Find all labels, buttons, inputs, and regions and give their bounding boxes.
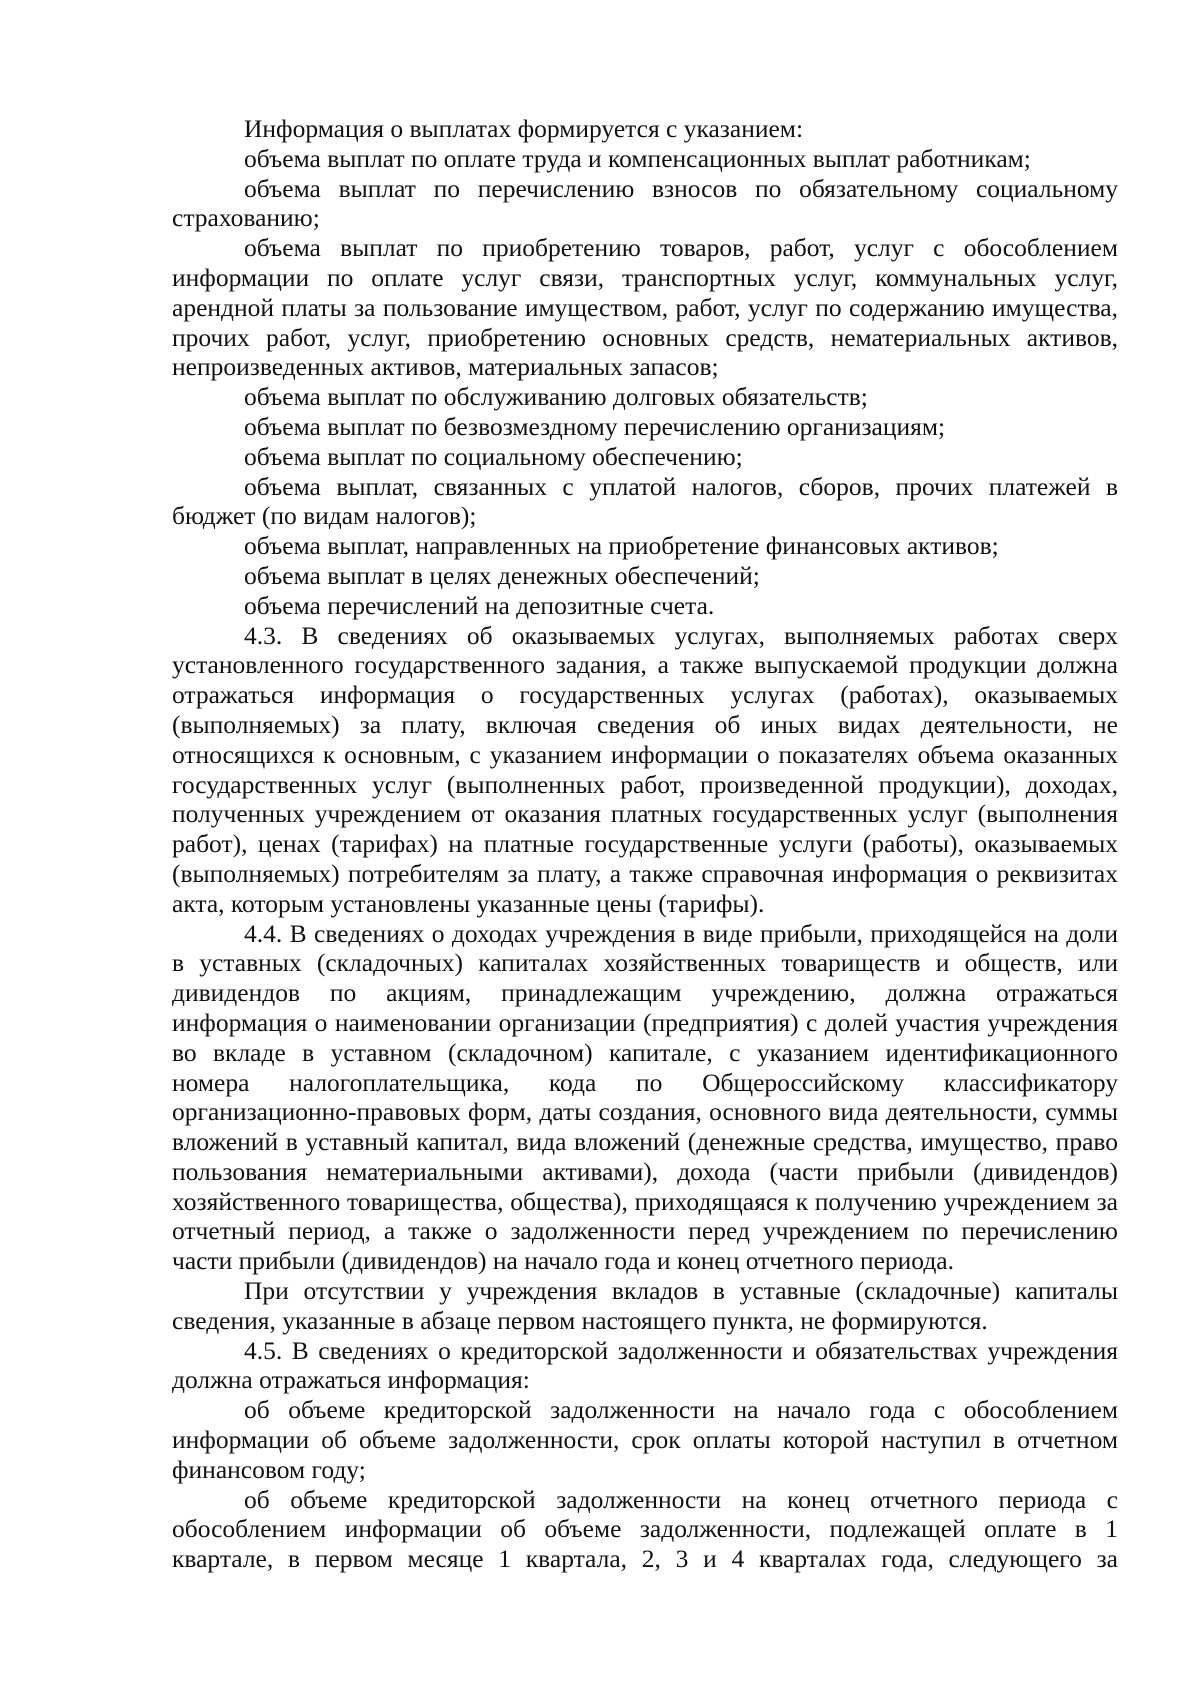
paragraph: объема выплат, направленных на приобретение финансовых активов; xyxy=(244,531,999,561)
paragraph: объема выплат по социальному обеспечению; xyxy=(244,441,743,471)
paragraph: объема выплат по безвозмездному перечислению организациям; xyxy=(244,411,946,441)
paragraph-section-4-5: 4.5. В сведениях о кредиторской задолженности и обязательствах учреждения должна отражаться информация: xyxy=(172,1335,1118,1395)
paragraph: объема выплат по приобретению товаров, работ, услуг с обособлением информации по оплате услуг связи, транспортных услуг, коммунальных услуг, арендной платы за пользование имуществом, работ, услуг по содержанию имущества, прочих работ, услуг, приобретению основных средств, нематериальных активов, непроизведенных активов, материальных запасов; xyxy=(172,233,1118,382)
paragraph: Информация о выплатах формируется с указанием: xyxy=(244,114,804,143)
paragraph: объема выплат, связанных с уплатой налогов, сборов, прочих платежей в бюджет (по видам налогов); xyxy=(172,471,1118,531)
paragraph-section-4-3: 4.3. В сведениях об оказываемых услугах, выполняемых работах сверх установленного государственного задания, а также выпускаемой продукции должна отражаться информация о государственных услугах (работах), оказываемых (выполняемых) за плату, включая сведения об иных видах деятельности, не относящихся к основным, с указанием информации о показателях объема оказанных государственных услуг (выполненных работ, произведенной продукции), доходах, полученных учреждением от оказания платных государственных услуг (выполнения работ), ценах (тарифах) на платные государственные услуги (работы), оказываемых (выполняемых) потребителям за плату, а также справочная информация о реквизитах акта, которым установлены указанные цены (тарифы). xyxy=(172,620,1118,918)
paragraph: объема выплат по перечислению взносов по обязательному социальному страхованию; xyxy=(172,173,1118,233)
paragraph: При отсутствии у учреждения вкладов в уставные (складочные) капиталы сведения, указанные в абзаце первом настоящего пункта, не формируются. xyxy=(172,1276,1118,1335)
document-body xyxy=(172,114,1118,1574)
paragraph: об объеме кредиторской задолженности на начало года с обособлением информации об объеме задолженности, срок оплаты которой наступил в отчетном финансовом году; xyxy=(172,1395,1118,1484)
paragraph: объема выплат в целях денежных обеспечений; xyxy=(244,560,760,590)
paragraph: объема перечислений на депозитные счета. xyxy=(244,590,715,620)
paragraph: об объеме кредиторской задолженности на конец отчетного периода с обособлением информации об объеме задолженности, подлежащей оплате в 1 квартале, в первом месяце 1 квартала, 2, 3 и 4 кварталах года, следующего за xyxy=(172,1484,1118,1574)
paragraph: объема выплат по обслуживанию долговых обязательств; xyxy=(244,382,868,412)
paragraph: объема выплат по оплате труда и компенсационных выплат работникам; xyxy=(244,143,1031,173)
paragraph-section-4-4: 4.4. В сведениях о доходах учреждения в виде прибыли, приходящейся на доли в уставных (складочных) капиталах хозяйственных товариществ и обществ, или дивидендов по акциям, принадлежащим учреждению, должна отражаться информация о наименовании организации (предприятия) с долей участия учреждения во вкладе в уставном (складочном) капитале, с указанием идентификационного номера налогоплательщика, кода по Общероссийскому классификатору организационно-правовых форм, даты создания, основного вида деятельности, суммы вложений в уставный капитал, вида вложений (денежные средства, имущество, право пользования нематериальными активами), дохода (части прибыли (дивидендов) хозяйственного товарищества, общества), приходящаяся к получению учреждением за отчетный период, а также о задолженности перед учреждением по перечислению части прибыли (дивидендов) на начало года и конец отчетного периода. xyxy=(172,918,1118,1276)
